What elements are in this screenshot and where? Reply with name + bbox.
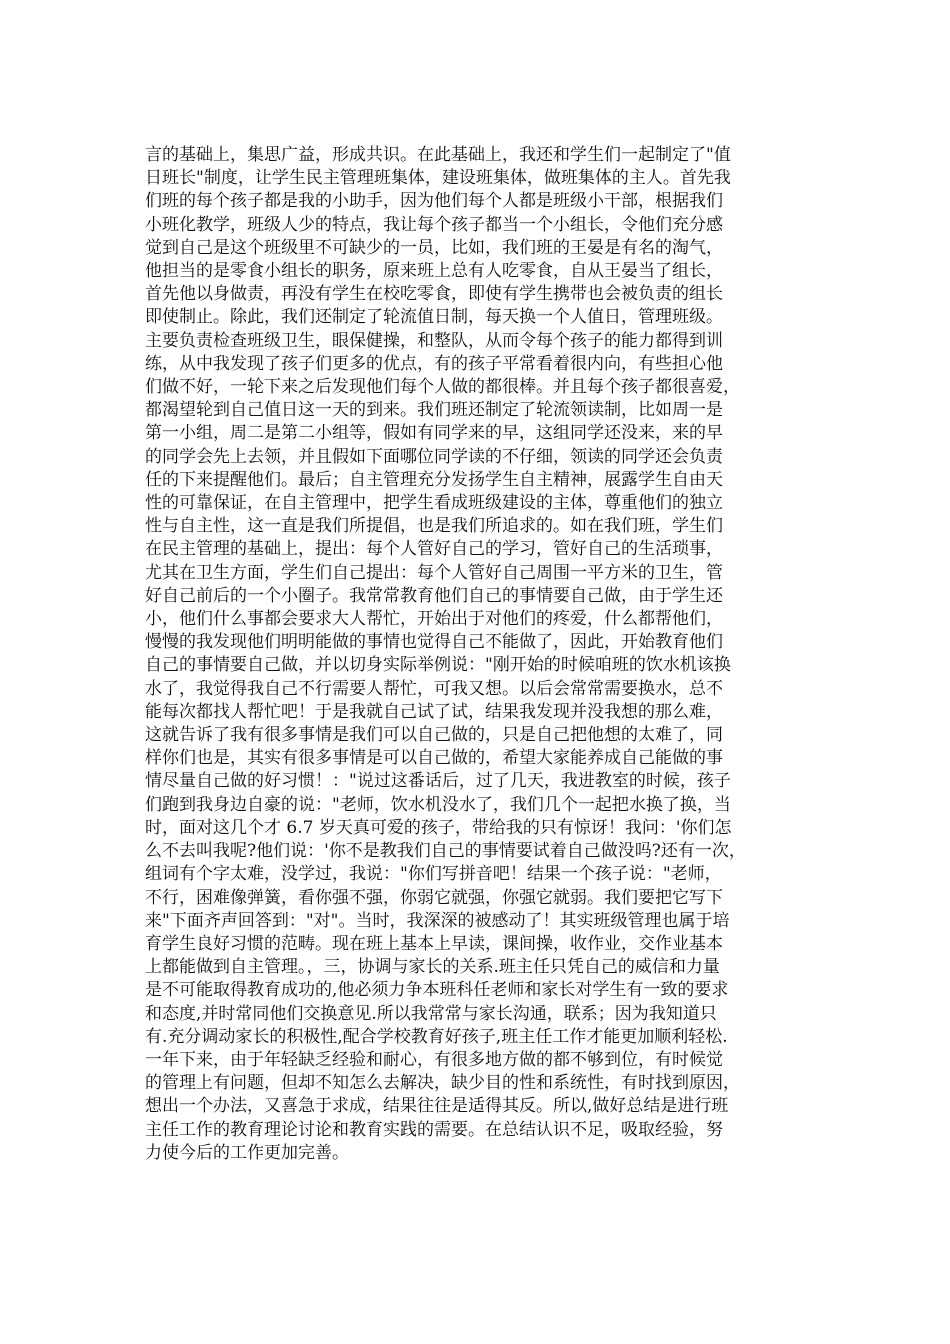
text-line: 慢慢的我发现他们明明能做的事情也觉得自己不能做了，因此，开始教育他们 xyxy=(145,632,723,653)
text-line: 小班化教学，班级人少的特点，我让每个孩子都当一个小组长，令他们充分感 xyxy=(145,214,723,235)
text-line: 性的可靠保证，在自主管理中，把学生看成班级建设的主体，尊重他们的独立 xyxy=(145,493,723,514)
text-line: 任的下来提醒他们。最后；自主管理充分发扬学生自主精神，展露学生自由天 xyxy=(145,469,723,490)
text-line: 觉到自己是这个班级里不可缺少的一员，比如，我们班的王晏是有名的淘气， xyxy=(145,237,723,258)
text-line: 来"下面齐声回答到："对"。当时，我深深的被感动了！其实班级管理也属于培 xyxy=(145,910,730,931)
text-line: 日班长"制度，让学生民主管理班集体，建设班集体，做班集体的主人。首先我 xyxy=(145,168,731,189)
text-line: 们做不好，一轮下来之后发现他们每个人做的都很棒。并且每个孩子都很喜爱， xyxy=(145,377,740,398)
text-line: 一年下来，由于年轻缺乏经验和耐心，有很多地方做的都不够到位，有时候觉 xyxy=(145,1049,723,1070)
text-line: 小，他们什么事都会要求大人帮忙，开始出于对他们的疼爱，什么都帮他们， xyxy=(145,609,723,630)
text-line: 的同学会先上去领，并且假如下面哪位同学读的不仔细，领读的同学还会负责 xyxy=(145,446,723,467)
text-line: 尤其在卫生方面，学生们自己提出：每个人管好自己周围一平方米的卫生，管 xyxy=(145,562,723,583)
text-line: 性与自主性，这一直是我们所提倡，也是我们所追求的。如在我们班，学生们 xyxy=(145,516,723,537)
text-line: 水了，我觉得我自己不行需要人帮忙，可我又想。以后会常常需要换水，总不 xyxy=(145,678,723,699)
text-line: 样你们也是，其实有很多事情是可以自己做的，希望大家能养成自己能做的事 xyxy=(145,748,723,769)
body-text xyxy=(145,144,820,1165)
text-line: 首先他以身做责，再没有学生在校吃零食，即使有学生携带也会被负责的组长 xyxy=(145,284,723,305)
text-line: 时，面对这几个才 6.7 岁天真可爱的孩子，带给我的只有惊讶！我问：'你们怎 xyxy=(145,817,732,838)
text-line: 不行，困难像弹簧，看你强不强，你弱它就强，你强它就弱。我们要把它写下 xyxy=(145,887,723,908)
text-line: 育学生良好习惯的范畴。现在班上基本上早读，课间操，收作业，交作业基本 xyxy=(145,933,723,954)
text-line: 想出一个办法，又喜急于求成，结果往往是适得其反。所以,做好总结是进行班 xyxy=(145,1096,729,1117)
text-line: 么不去叫我呢?他们说：'你不是教我们自己的事情要试着自己做没吗?还有一次， xyxy=(145,841,746,862)
text-line: 好自己前后的一个小圈子。我常常教育他们自己的事情要自己做，由于学生还 xyxy=(145,585,723,606)
text-line: 主要负责检查班级卫生，眼保健操，和整队，从而令每个孩子的能力都得到训 xyxy=(145,330,723,351)
text-line: 即使制止。除此，我们还制定了轮流值日制，每天换一个人值日，管理班级。 xyxy=(145,307,723,328)
text-line: 们班的每个孩子都是我的小助手，因为他们每个人都是班级小干部，根据我们 xyxy=(145,191,723,212)
text-line: 和态度,并时常同他们交换意见.所以我常常与家长沟通，联系；因为我知道只 xyxy=(145,1003,717,1024)
text-line: 这就告诉了我有很多事情是我们可以自己做的，只是自己把他想的太难了，同 xyxy=(145,725,723,746)
text-line: 都渴望轮到自己值日这一天的到来。我们班还制定了轮流领读制，比如周一是 xyxy=(145,400,723,421)
text-line: 的管理上有问题，但却不知怎么去解决，缺少目的性和系统性，有时找到原因， xyxy=(145,1073,740,1094)
text-line: 练，从中我发现了孩子们更多的优点，有的孩子平常看着很内向，有些担心他 xyxy=(145,353,723,374)
text-line: 有.充分调动家长的积极性,配合学校教育好孩子,班主任工作才能更加顺利轻松. xyxy=(145,1026,728,1047)
text-line: 上都能做到自主管理。，三，协调与家长的关系.班主任只凭自己的威信和力量 xyxy=(145,957,720,978)
text-line: 言的基础上，集思广益，形成共识。在此基础上，我还和学生们一起制定了"值 xyxy=(145,145,731,165)
text-line: 自己的事情要自己做，并以切身实际举例说："刚开始的时候咱班的饮水机该换 xyxy=(145,655,731,676)
text-line: 他担当的是零食小组长的职务，原来班上总有人吃零食，自从王晏当了组长， xyxy=(145,261,723,282)
text-line: 第一小组，周二是第二小组等，假如有同学来的早，这组同学还没来，来的早 xyxy=(145,423,723,444)
text-line: 组词有个字太难，没学过，我说："你们写拼音吧！结果一个孩子说："老师， xyxy=(145,864,722,885)
text-line: 们跑到我身边自豪的说："老师，饮水机没水了，我们几个一起把水换了换，当 xyxy=(145,794,731,815)
text-line: 能每次都找人帮忙吧！于是我就自己试了试，结果我发现并没我想的那么难， xyxy=(145,701,723,722)
text-line: 力使今后的工作更加完善。 xyxy=(145,1142,349,1163)
text-line: 主任工作的教育理论讨论和教育实践的需要。在总结认识不足，吸取经验，努 xyxy=(145,1119,723,1140)
text-line: 情尽量自己做的好习惯！："说过这番话后，过了几天，我进教室的时候，孩子 xyxy=(145,771,731,792)
text-line: 在民主管理的基础上，提出：每个人管好自己的学习，管好自己的生活琐事， xyxy=(145,539,723,560)
text-line: 是不可能取得教育成功的,他必须力争本班科任老师和家长对学生有一致的要求 xyxy=(145,980,729,1001)
